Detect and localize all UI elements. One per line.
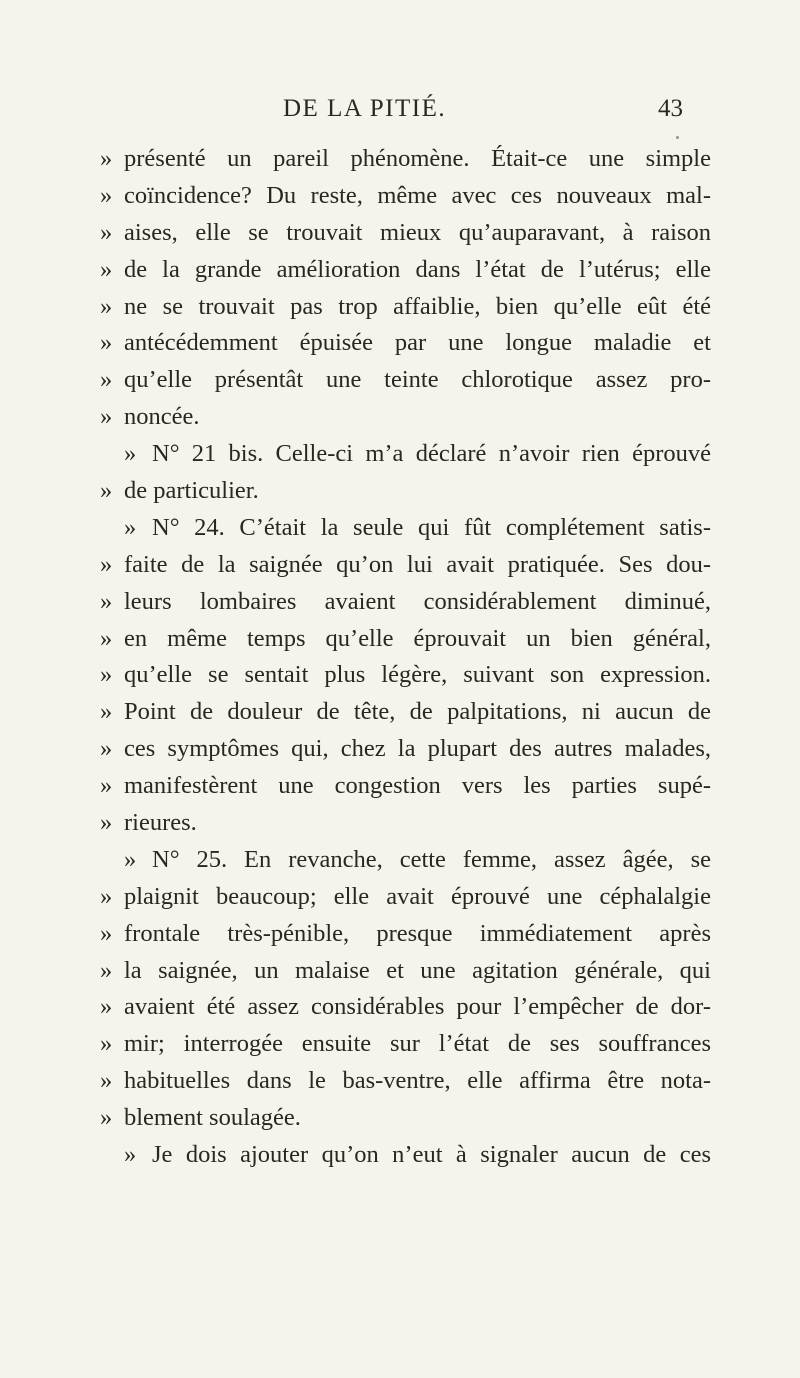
line-text: N° 24. C’était la seule qui fût complétement satis- <box>152 513 711 541</box>
quote-mark: » <box>100 919 113 947</box>
line-text: antécédemment épuisée par une longue maladie et <box>124 329 711 357</box>
text-line <box>0 989 800 1026</box>
text-line <box>0 178 800 215</box>
quote-mark: » <box>100 587 113 615</box>
quote-mark: » <box>100 993 113 1021</box>
quote-mark: » <box>100 661 113 689</box>
quote-mark: » <box>100 624 113 652</box>
text-line <box>0 879 800 916</box>
line-text: présenté un pareil phénomène. Était-ce une simple <box>124 145 711 172</box>
page-header <box>0 95 800 135</box>
line-text: faite de la saignée qu’on lui avait pratiquée. Ses dou- <box>124 550 711 578</box>
line-text: aises, elle se trouvait mieux qu’auparavant, à raison <box>124 218 711 246</box>
quote-mark: » <box>124 845 137 873</box>
line-text: ne se trouvait pas trop affaiblie, bien qu’elle eût été <box>124 292 711 320</box>
line-text: habituelles dans le bas-ventre, elle affirma être nota- <box>124 1067 711 1095</box>
line-text: de la grande amélioration dans l’état de l’utérus; elle <box>124 255 711 283</box>
quote-mark: » <box>100 550 113 578</box>
line-text: qu’elle présentât une teinte chlorotique assez pro- <box>124 366 711 394</box>
text-line <box>0 731 800 768</box>
quote-mark: » <box>100 1104 113 1132</box>
ink-speck <box>676 136 679 139</box>
text-line <box>0 621 800 658</box>
line-text: avaient été assez considérables pour l’empêcher de dor- <box>124 993 711 1021</box>
quote-mark: » <box>124 1141 137 1169</box>
line-text: leurs lombaires avaient considérablement diminué, <box>124 587 711 615</box>
text-line <box>0 1026 800 1063</box>
text-line <box>0 362 800 399</box>
line-text: frontale très-pénible, presque immédiatement après <box>124 919 711 947</box>
quote-mark: » <box>100 218 113 246</box>
text-line <box>0 842 800 879</box>
quote-mark: » <box>100 809 113 837</box>
text-line <box>0 1100 800 1137</box>
quote-mark: » <box>100 329 113 357</box>
line-text: coïncidence? Du reste, même avec ces nouveaux mal- <box>124 181 711 209</box>
body-text <box>0 141 800 1174</box>
quote-mark: » <box>100 403 113 431</box>
text-line <box>0 1063 800 1100</box>
line-text: mir; interrogée ensuite sur l’état de ses souffrances <box>124 1030 711 1058</box>
quote-mark: » <box>100 145 113 172</box>
quote-mark: » <box>100 1030 113 1058</box>
line-text: N° 21 bis. Celle-ci m’a déclaré n’avoir rien éprouvé <box>152 440 711 468</box>
text-line <box>0 657 800 694</box>
quote-mark: » <box>100 882 113 910</box>
text-line <box>0 584 800 621</box>
line-text: blement soulagée. <box>124 1104 301 1132</box>
quote-mark: » <box>100 735 113 763</box>
text-line <box>0 916 800 953</box>
quote-mark: » <box>100 292 113 320</box>
line-text: N° 25. En revanche, cette femme, assez âgée, se <box>152 845 711 873</box>
quote-mark: » <box>100 698 113 726</box>
text-line <box>0 953 800 990</box>
line-text: de particulier. <box>124 477 259 505</box>
line-text: qu’elle se sentait plus légère, suivant son expression. <box>124 661 711 689</box>
quote-mark: » <box>124 513 137 541</box>
text-line <box>0 547 800 584</box>
page-number: 43 <box>658 95 683 122</box>
text-line <box>0 141 800 178</box>
quote-mark: » <box>100 956 113 984</box>
running-title: DE LA PITIÉ. <box>283 95 447 122</box>
text-line <box>0 694 800 731</box>
text-line <box>0 436 800 473</box>
text-line <box>0 1137 800 1174</box>
text-line <box>0 399 800 436</box>
text-line <box>0 215 800 252</box>
text-line <box>0 805 800 842</box>
line-text: Je dois ajouter qu’on n’eut à signaler aucun de ces <box>152 1141 711 1169</box>
text-line <box>0 289 800 326</box>
line-text: manifestèrent une congestion vers les parties supé- <box>124 772 711 800</box>
line-text: Point de douleur de tête, de palpitations, ni aucun de <box>124 698 711 726</box>
line-text: noncée. <box>124 403 200 431</box>
line-text: en même temps qu’elle éprouvait un bien général, <box>124 624 711 652</box>
quote-mark: » <box>100 772 113 800</box>
line-text: ces symptômes qui, chez la plupart des autres malades, <box>124 735 711 763</box>
quote-mark: » <box>100 1067 113 1095</box>
quote-mark: » <box>100 255 113 283</box>
text-line <box>0 768 800 805</box>
text-line <box>0 252 800 289</box>
line-text: la saignée, un malaise et une agitation générale, qui <box>124 956 711 984</box>
text-line <box>0 510 800 547</box>
line-text: rieures. <box>124 809 197 837</box>
text-line <box>0 473 800 510</box>
quote-mark: » <box>100 366 113 394</box>
text-line <box>0 325 800 362</box>
quote-mark: » <box>100 181 113 209</box>
quote-mark: » <box>100 477 113 505</box>
quote-mark: » <box>124 440 137 468</box>
line-text: plaignit beaucoup; elle avait éprouvé une céphalalgie <box>124 882 711 910</box>
